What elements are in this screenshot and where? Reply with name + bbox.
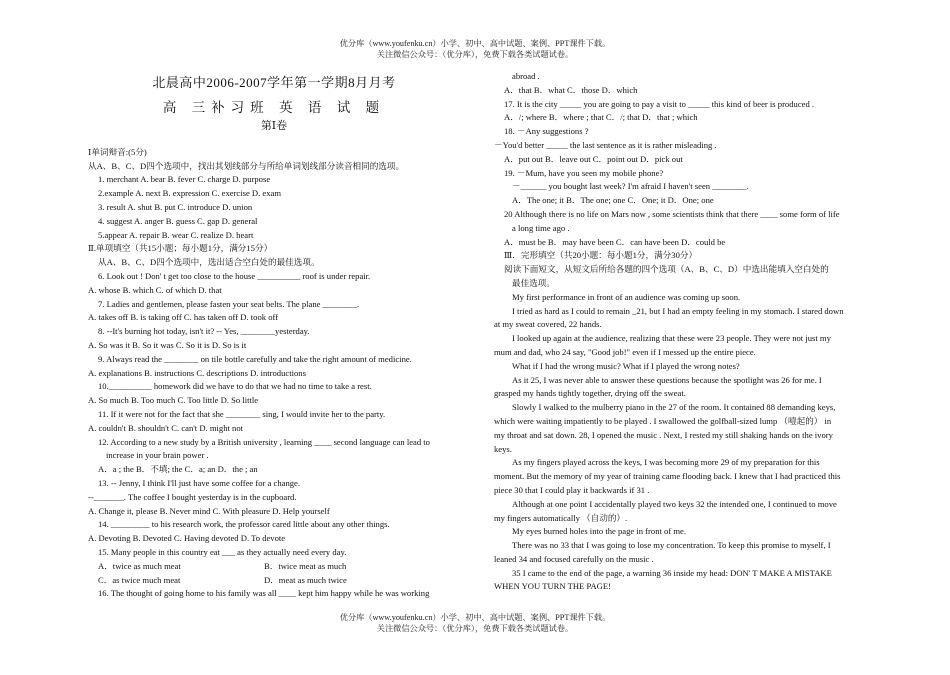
passage-line: My first performance in front of an audience was coming up soon.	[512, 291, 741, 302]
options: A．that B．what C．those D．which	[504, 84, 638, 95]
instruction: 从A、B、C、D四个选项中，选出适合空白处的最佳选项。	[98, 257, 320, 268]
passage-line: grasped my hands tightly together, drying off the sweat.	[494, 388, 686, 399]
options: A. Devoting B. Devoted C. Having devoted D. To devote	[88, 533, 286, 544]
options: A．must be B．may have been C．can have been D．could be	[504, 236, 726, 247]
section-heading: Ⅱ.单项填空（共15小题；每小题1分，满分15分）	[88, 243, 273, 254]
question-continued: --_______. The coffee I bought yesterday is in the cupboard.	[88, 491, 297, 502]
options	[88, 574, 460, 588]
question-continued: abroad .	[512, 71, 540, 81]
passage-line: piece 30 that I could play it backwards if 31 .	[494, 484, 650, 495]
passage-line: my throat and sat down. 28, I opened the music . Next, I rested my still shaking hands on the ivory	[494, 429, 833, 440]
instruction: 阅读下面短文，从短文后所给各题的四个选项（A、B、C、D）中选出能填入空白处的	[504, 264, 829, 275]
option-d: D．meat as much twice	[264, 574, 347, 585]
instruction: 最佳选项。	[512, 277, 555, 288]
volume-label: 第Ⅰ卷	[260, 120, 288, 132]
question: 20 Although there is no life on Mars now , some scientists think that there ____ some form of life	[504, 208, 840, 219]
options: A．a ; the B．不填; the C．a; an D．the ; an	[98, 464, 258, 475]
passage-line: my fingers automatically （自动的）.	[494, 512, 628, 523]
question: 7. Ladies and gentlemen, please fasten your seat belts. The plane ________.	[98, 298, 360, 309]
passage-line: As my fingers played across the keys, I was becoming more 29 of my preparation for this	[512, 457, 820, 468]
question-continued: increase in your brain power .	[106, 450, 209, 461]
passage-line: which were waiting impatiently to be played . I swallowed the golfball-sized lump （噎起的） in	[494, 415, 832, 426]
question: 8. --It's burning hot today, isn't it? -- Yes, ________yesterday.	[98, 326, 310, 337]
question: 19. －Mum, have you seen my mobile phone?	[504, 167, 664, 178]
options: A. takes off B. is taking off C. has taken off D. took off	[88, 312, 279, 323]
question: 5.appear A. repair B. wear C. realize D. heart	[98, 229, 254, 240]
question: 3. result A. shut B. put C. introduce D. union	[98, 201, 253, 212]
passage-line: Although at one point I accidentally played two keys 32 the intended one, I continued to move	[512, 498, 837, 509]
passage-line: at my sweat covered, 22 hands.	[494, 319, 602, 330]
options: A. Change it, please B. Never mind C. With pleasure D. Help yourself	[88, 505, 330, 516]
question: 1. merchant A. bear B. fever C. charge D. purpose	[98, 174, 271, 185]
question: 6. Look out ! Don' t get too close to the house __________ roof is under repair.	[98, 270, 371, 281]
exam-title: 北晨高中2006-2007学年第一学期8月月考	[152, 75, 396, 90]
question: 14. _________ to his research work, the professor cared little about any other things.	[98, 519, 390, 530]
question: 9. Always read the ________ on tile bottle carefully and take the right amount of medicine.	[98, 353, 412, 364]
passage-line: mum and dad, who 24 say, "Good job!" even if I messed up the entire piece.	[494, 346, 756, 357]
left-column	[88, 70, 460, 601]
passage-line: As it 25, I was never able to answer these questions because the spotlight was 26 for me. I	[512, 374, 822, 385]
options: A. So much B. Too much C. Too little D. So little	[88, 395, 259, 406]
options: A. couldn't B. shouldn't C. can't D. might not	[88, 422, 244, 433]
question: 13. -- Jenny, I think I'll just have some coffee for a change.	[98, 477, 301, 488]
question: 18. －Any suggestions ?	[504, 126, 589, 137]
page-footer	[0, 612, 950, 634]
question: 16. The thought of going home to his family was all ____ kept him happy while he was working	[98, 588, 430, 599]
options: A. So was it B. So it was C. So it is D. So is it	[88, 339, 247, 350]
passage-line: 35 I came to the end of the page, a warning 36 inside my head: DON' T MAKE A MISTAKE	[512, 567, 832, 578]
question: 15. Many people in this country eat ___ as they actually need every day.	[98, 546, 347, 557]
question-continued: a long time ago .	[512, 222, 570, 233]
passage-line: There was no 33 that I was going to lose my concentration. To keep this promise to myself, I	[512, 540, 831, 551]
options: A．The one; it B．The one; one C．One; it D．One; one	[512, 195, 714, 206]
passage-line: WHEN YOU TURN THE PAGE!	[494, 581, 611, 592]
options: A. whose B. which C. of which D. that	[88, 284, 222, 295]
passage-line: I looked up again at the audience, realizing that these were 23 people. They were not just my	[512, 333, 831, 344]
options	[88, 560, 460, 574]
option-b: B．twice meat as much	[264, 560, 347, 571]
section-heading: Ⅲ．完形填空（共20小题：每小题1分，满分30分）	[504, 250, 698, 261]
footer-line-1: 优分库（www.youfenku.cn）小学、初中、高中试题、案例、PPT课件下载。	[339, 613, 611, 622]
options: A．/; where B．where ; that C．/; that D．that ; which	[504, 112, 698, 123]
header-line-2: 关注微信公众号：（优分库），免费下载各类试题试卷。	[376, 50, 574, 59]
instruction: 从A、B、C、D四个选项中，找出其划线部分与所给单词划线部分读音相同的选项。	[88, 160, 405, 171]
question: 10.__________ homework did we have to do that we had no time to take a rest.	[98, 381, 372, 392]
question-continued: －You'd better _____ the last sentence as it is rather misleading .	[494, 139, 717, 150]
option-a: A．twice as much meat	[98, 560, 181, 571]
passage-line: Slowly I walked to the mulberry piano in the 27 of the room. It contained 88 demanding keys,	[512, 402, 836, 413]
passage-line: keys.	[494, 443, 512, 454]
section-heading: Ⅰ单词辩音:(5分)	[88, 146, 147, 157]
question: 17. It is the city _____ you are going to pay a visit to _____ this kind of beer is produced .	[504, 98, 815, 109]
footer-line-2: 关注微信公众号：（优分库），免费下载各类试题试卷。	[376, 624, 574, 633]
question: 2.example A. next B. expression C. exercise D. exam	[98, 188, 282, 199]
passage-line: What if I had the wrong music? What if I played the wrong notes?	[512, 360, 740, 371]
passage-line: I tried as hard as I could to remain _21, but I had an empty feeling in my stomach. I stared down	[512, 305, 844, 316]
question: 11. If it were not for the fact that she ________ sing, I would invite her to the party.	[98, 408, 386, 419]
passage-line: moment. But the memory of my year of training came flooding back. I knew that I had practiced this	[494, 471, 841, 482]
right-column	[494, 70, 872, 594]
page-header	[0, 38, 950, 60]
options: A．put out B．leave out C．point out D．pick out	[504, 153, 683, 164]
passage-line: leaned 34 and focused carefully on the music .	[494, 553, 654, 564]
passage-line: My eyes burned holes into the page in front of me.	[512, 526, 686, 537]
question: 4. suggest A. anger B. guess C. gap D. general	[98, 215, 258, 226]
options: A. explanations B. instructions C. descriptions D. introductions	[88, 367, 306, 378]
header-line-1: 优分库（www.youfenku.cn）小学、初中、高中试题、案例、PPT课件下载。	[339, 39, 611, 48]
exam-subtitle: 高 三补习班 英 语 试 题	[162, 100, 386, 115]
option-c: C．as twice much meat	[98, 574, 181, 585]
question-continued: －______ you bought last week? I'm afraid I haven't seen ________.	[512, 181, 749, 192]
question: 12. According to a new study by a British university , learning ____ second language can lead to	[98, 436, 430, 447]
